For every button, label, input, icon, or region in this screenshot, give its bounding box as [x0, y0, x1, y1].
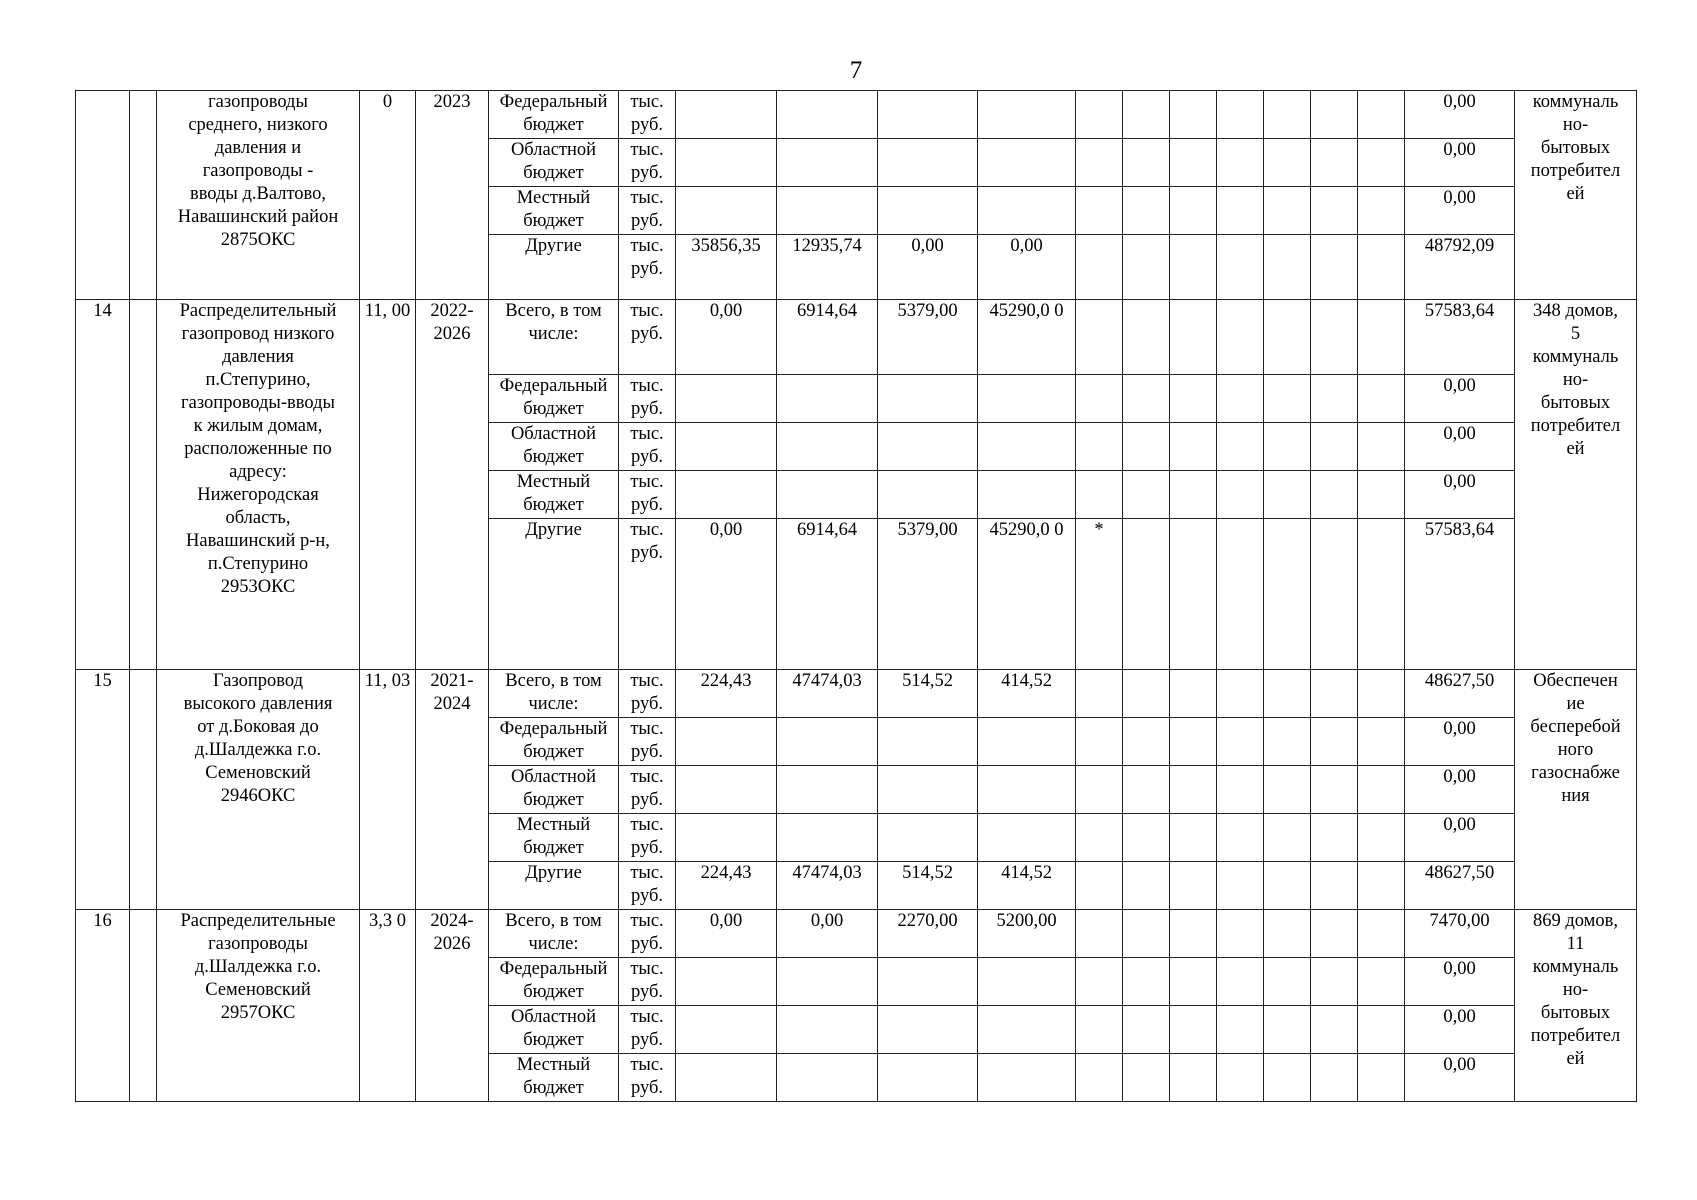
unit-cell: тыс. руб. — [619, 471, 676, 519]
mark-cell — [1076, 766, 1123, 814]
value-cell-2: 47474,03 — [777, 862, 878, 910]
funding-source-cell: Федеральный бюджет — [489, 91, 619, 139]
empty-year-cell — [1123, 910, 1170, 958]
empty-year-cell — [1264, 1054, 1311, 1102]
value-cell-4 — [978, 814, 1076, 862]
unit-cell: тыс. руб. — [619, 91, 676, 139]
funding-source-cell: Местный бюджет — [489, 471, 619, 519]
empty-year-cell — [1311, 1006, 1358, 1054]
object-name-cell: Распределительные газопроводы д.Шалдежка г.о. Семеновский 2957ОКС — [157, 910, 360, 1102]
empty-year-cell — [1311, 471, 1358, 519]
length-cell: 11, 00 — [360, 300, 416, 670]
value-cell-3 — [878, 958, 978, 1006]
empty-year-cell — [1311, 1054, 1358, 1102]
length-cell: 11, 03 — [360, 670, 416, 910]
value-cell-4: 414,52 — [978, 670, 1076, 718]
empty-year-cell — [1170, 910, 1217, 958]
value-cell-1 — [676, 375, 777, 423]
value-cell-3 — [878, 187, 978, 235]
total-cell: 0,00 — [1405, 1006, 1515, 1054]
result-note-cell: 348 домов, 5 коммуналь но- бытовых потребител ей — [1515, 300, 1637, 670]
total-cell: 0,00 — [1405, 423, 1515, 471]
total-cell: 48792,09 — [1405, 235, 1515, 300]
unit-cell: тыс. руб. — [619, 139, 676, 187]
total-cell: 0,00 — [1405, 91, 1515, 139]
result-note-cell: 869 домов, 11 коммуналь но- бытовых потребител ей — [1515, 910, 1637, 1102]
value-cell-1: 0,00 — [676, 300, 777, 375]
funding-source-cell: Федеральный бюджет — [489, 375, 619, 423]
value-cell-1: 35856,35 — [676, 235, 777, 300]
empty-year-cell — [1264, 862, 1311, 910]
funding-source-cell: Областной бюджет — [489, 1006, 619, 1054]
mark-cell — [1076, 718, 1123, 766]
value-cell-3: 514,52 — [878, 862, 978, 910]
empty-year-cell — [1170, 300, 1217, 375]
empty-year-cell — [1123, 375, 1170, 423]
empty-year-cell — [1170, 670, 1217, 718]
value-cell-1 — [676, 814, 777, 862]
empty-year-cell — [1264, 471, 1311, 519]
value-cell-2 — [777, 375, 878, 423]
empty-year-cell — [1123, 718, 1170, 766]
empty-year-cell — [1358, 670, 1405, 718]
total-cell: 0,00 — [1405, 1054, 1515, 1102]
value-cell-3: 514,52 — [878, 670, 978, 718]
empty-year-cell — [1264, 814, 1311, 862]
value-cell-2 — [777, 471, 878, 519]
empty-year-cell — [1311, 862, 1358, 910]
mark-cell — [1076, 862, 1123, 910]
empty-year-cell — [1264, 910, 1311, 958]
funding-source-cell: Федеральный бюджет — [489, 958, 619, 1006]
empty-year-cell — [1358, 718, 1405, 766]
empty-year-cell — [1264, 423, 1311, 471]
object-name-cell: Распределительный газопровод низкого давления п.Степурино, газопроводы-вводы к жилым домам, расположенные по адресу: Нижегородская область, Навашинский р-н, п.Степурино 2953ОКС — [157, 300, 360, 670]
empty-year-cell — [1170, 139, 1217, 187]
funding-source-cell: Местный бюджет — [489, 1054, 619, 1102]
table-row — [76, 670, 1637, 718]
value-cell-1 — [676, 1054, 777, 1102]
funding-source-cell: Местный бюджет — [489, 814, 619, 862]
empty-year-cell — [1358, 519, 1405, 670]
value-cell-1: 0,00 — [676, 519, 777, 670]
empty-year-cell — [1123, 139, 1170, 187]
value-cell-1 — [676, 718, 777, 766]
empty-year-cell — [1311, 300, 1358, 375]
total-cell: 7470,00 — [1405, 910, 1515, 958]
empty-year-cell — [1170, 1054, 1217, 1102]
empty-year-cell — [1264, 375, 1311, 423]
unit-cell: тыс. руб. — [619, 1054, 676, 1102]
empty-year-cell — [1170, 1006, 1217, 1054]
empty-year-cell — [1264, 958, 1311, 1006]
empty-year-cell — [1358, 958, 1405, 1006]
value-cell-2 — [777, 718, 878, 766]
empty-year-cell — [1123, 519, 1170, 670]
empty-year-cell — [1217, 814, 1264, 862]
empty-year-cell — [1311, 187, 1358, 235]
unit-cell: тыс. руб. — [619, 670, 676, 718]
empty-year-cell — [1217, 1006, 1264, 1054]
mark-cell — [1076, 471, 1123, 519]
unit-cell: тыс. руб. — [619, 814, 676, 862]
empty-year-cell — [1170, 958, 1217, 1006]
value-cell-4: 0,00 — [978, 235, 1076, 300]
value-cell-4: 5200,00 — [978, 910, 1076, 958]
value-cell-4 — [978, 766, 1076, 814]
row-number-cell — [76, 91, 130, 300]
row-number-cell: 14 — [76, 300, 130, 670]
empty-year-cell — [1123, 1054, 1170, 1102]
value-cell-1 — [676, 958, 777, 1006]
empty-year-cell — [1217, 375, 1264, 423]
value-cell-2: 47474,03 — [777, 670, 878, 718]
empty-year-cell — [1217, 910, 1264, 958]
value-cell-2 — [777, 91, 878, 139]
empty-year-cell — [1170, 423, 1217, 471]
empty-year-cell — [1123, 1006, 1170, 1054]
value-cell-4 — [978, 91, 1076, 139]
mark-cell — [1076, 958, 1123, 1006]
empty-year-cell — [1264, 300, 1311, 375]
empty-year-cell — [1217, 1054, 1264, 1102]
value-cell-3 — [878, 139, 978, 187]
empty-year-cell — [1311, 235, 1358, 300]
empty-year-cell — [1170, 187, 1217, 235]
result-note-cell: коммуналь но- бытовых потребител ей — [1515, 91, 1637, 300]
value-cell-3: 0,00 — [878, 235, 978, 300]
empty-year-cell — [1217, 519, 1264, 670]
funding-source-cell: Областной бюджет — [489, 766, 619, 814]
total-cell: 0,00 — [1405, 766, 1515, 814]
total-cell: 0,00 — [1405, 814, 1515, 862]
value-cell-4 — [978, 423, 1076, 471]
value-cell-3 — [878, 1006, 978, 1054]
empty-year-cell — [1170, 91, 1217, 139]
empty-year-cell — [1311, 375, 1358, 423]
value-cell-2 — [777, 187, 878, 235]
value-cell-4 — [978, 958, 1076, 1006]
value-cell-2: 0,00 — [777, 910, 878, 958]
unit-cell: тыс. руб. — [619, 375, 676, 423]
total-cell: 48627,50 — [1405, 862, 1515, 910]
value-cell-3 — [878, 718, 978, 766]
mark-cell — [1076, 423, 1123, 471]
value-cell-4: 414,52 — [978, 862, 1076, 910]
value-cell-4 — [978, 471, 1076, 519]
empty-year-cell — [1217, 766, 1264, 814]
empty-year-cell — [1264, 235, 1311, 300]
value-cell-2 — [777, 766, 878, 814]
unit-cell: тыс. руб. — [619, 862, 676, 910]
value-cell-2 — [777, 1006, 878, 1054]
mark-cell — [1076, 300, 1123, 375]
value-cell-4: 45290,0 0 — [978, 519, 1076, 670]
total-cell: 0,00 — [1405, 139, 1515, 187]
unit-cell: тыс. руб. — [619, 910, 676, 958]
empty-year-cell — [1217, 958, 1264, 1006]
value-cell-2: 12935,74 — [777, 235, 878, 300]
empty-year-cell — [1358, 235, 1405, 300]
value-cell-3 — [878, 766, 978, 814]
table-row — [76, 300, 1637, 375]
funding-source-cell: Областной бюджет — [489, 139, 619, 187]
value-cell-3: 2270,00 — [878, 910, 978, 958]
empty-year-cell — [1217, 139, 1264, 187]
mark-cell — [1076, 187, 1123, 235]
empty-year-cell — [1358, 300, 1405, 375]
empty-year-cell — [1358, 139, 1405, 187]
value-cell-4 — [978, 375, 1076, 423]
value-cell-3 — [878, 423, 978, 471]
empty-year-cell — [1264, 139, 1311, 187]
empty-year-cell — [1311, 766, 1358, 814]
empty-year-cell — [1264, 519, 1311, 670]
value-cell-1 — [676, 187, 777, 235]
funding-source-cell: Другие — [489, 519, 619, 670]
total-cell: 0,00 — [1405, 718, 1515, 766]
empty-year-cell — [1311, 519, 1358, 670]
value-cell-2: 6914,64 — [777, 300, 878, 375]
value-cell-4 — [978, 1006, 1076, 1054]
years-cell: 2021- 2024 — [416, 670, 489, 910]
empty-year-cell — [1358, 910, 1405, 958]
empty-year-cell — [1311, 814, 1358, 862]
value-cell-3 — [878, 814, 978, 862]
blank-cell — [130, 91, 157, 300]
empty-year-cell — [1217, 300, 1264, 375]
value-cell-1: 0,00 — [676, 910, 777, 958]
value-cell-4: 45290,0 0 — [978, 300, 1076, 375]
empty-year-cell — [1170, 375, 1217, 423]
empty-year-cell — [1217, 471, 1264, 519]
years-cell: 2022- 2026 — [416, 300, 489, 670]
empty-year-cell — [1264, 718, 1311, 766]
empty-year-cell — [1217, 235, 1264, 300]
value-cell-1 — [676, 423, 777, 471]
empty-year-cell — [1311, 670, 1358, 718]
unit-cell: тыс. руб. — [619, 423, 676, 471]
row-number-cell: 16 — [76, 910, 130, 1102]
funding-source-cell: Местный бюджет — [489, 187, 619, 235]
empty-year-cell — [1358, 187, 1405, 235]
empty-year-cell — [1264, 91, 1311, 139]
empty-year-cell — [1123, 471, 1170, 519]
value-cell-4 — [978, 718, 1076, 766]
empty-year-cell — [1311, 910, 1358, 958]
total-cell: 57583,64 — [1405, 300, 1515, 375]
empty-year-cell — [1358, 862, 1405, 910]
value-cell-1 — [676, 91, 777, 139]
funding-source-cell: Федеральный бюджет — [489, 718, 619, 766]
empty-year-cell — [1170, 519, 1217, 670]
unit-cell: тыс. руб. — [619, 718, 676, 766]
value-cell-3 — [878, 91, 978, 139]
empty-year-cell — [1264, 670, 1311, 718]
empty-year-cell — [1264, 766, 1311, 814]
mark-cell — [1076, 1006, 1123, 1054]
empty-year-cell — [1123, 91, 1170, 139]
empty-year-cell — [1311, 718, 1358, 766]
empty-year-cell — [1170, 766, 1217, 814]
page-number: 7 — [849, 57, 863, 84]
empty-year-cell — [1264, 1006, 1311, 1054]
object-name-cell: Газопровод высокого давления от д.Боковая до д.Шалдежка г.о. Семеновский 2946ОКС — [157, 670, 360, 910]
empty-year-cell — [1311, 91, 1358, 139]
value-cell-2 — [777, 958, 878, 1006]
blank-cell — [130, 910, 157, 1102]
empty-year-cell — [1123, 814, 1170, 862]
total-cell: 57583,64 — [1405, 519, 1515, 670]
value-cell-2 — [777, 1054, 878, 1102]
unit-cell: тыс. руб. — [619, 300, 676, 375]
unit-cell: тыс. руб. — [619, 235, 676, 300]
value-cell-3: 5379,00 — [878, 519, 978, 670]
mark-cell — [1076, 814, 1123, 862]
value-cell-2: 6914,64 — [777, 519, 878, 670]
years-cell: 2024- 2026 — [416, 910, 489, 1102]
empty-year-cell — [1123, 187, 1170, 235]
empty-year-cell — [1217, 670, 1264, 718]
empty-year-cell — [1358, 91, 1405, 139]
length-cell: 3,3 0 — [360, 910, 416, 1102]
value-cell-1: 224,43 — [676, 670, 777, 718]
empty-year-cell — [1264, 187, 1311, 235]
empty-year-cell — [1123, 423, 1170, 471]
unit-cell: тыс. руб. — [619, 766, 676, 814]
value-cell-1 — [676, 766, 777, 814]
funding-source-cell: Всего, в том числе: — [489, 670, 619, 718]
empty-year-cell — [1123, 300, 1170, 375]
value-cell-1 — [676, 471, 777, 519]
empty-year-cell — [1311, 423, 1358, 471]
empty-year-cell — [1170, 718, 1217, 766]
empty-year-cell — [1170, 862, 1217, 910]
funding-source-cell: Всего, в том числе: — [489, 910, 619, 958]
table-row — [76, 910, 1637, 958]
mark-cell — [1076, 91, 1123, 139]
empty-year-cell — [1123, 766, 1170, 814]
total-cell: 0,00 — [1405, 958, 1515, 1006]
value-cell-4 — [978, 1054, 1076, 1102]
empty-year-cell — [1358, 423, 1405, 471]
empty-year-cell — [1123, 235, 1170, 300]
value-cell-1: 224,43 — [676, 862, 777, 910]
empty-year-cell — [1311, 139, 1358, 187]
empty-year-cell — [1217, 862, 1264, 910]
unit-cell: тыс. руб. — [619, 958, 676, 1006]
empty-year-cell — [1358, 1054, 1405, 1102]
unit-cell: тыс. руб. — [619, 187, 676, 235]
empty-year-cell — [1358, 814, 1405, 862]
empty-year-cell — [1123, 670, 1170, 718]
empty-year-cell — [1217, 718, 1264, 766]
empty-year-cell — [1170, 814, 1217, 862]
mark-cell — [1076, 1054, 1123, 1102]
empty-year-cell — [1217, 423, 1264, 471]
empty-year-cell — [1217, 187, 1264, 235]
value-cell-4 — [978, 139, 1076, 187]
unit-cell: тыс. руб. — [619, 1006, 676, 1054]
unit-cell: тыс. руб. — [619, 519, 676, 670]
value-cell-2 — [777, 139, 878, 187]
blank-cell — [130, 670, 157, 910]
value-cell-3 — [878, 1054, 978, 1102]
mark-cell: * — [1076, 519, 1123, 670]
funding-source-cell: Областной бюджет — [489, 423, 619, 471]
mark-cell — [1076, 910, 1123, 958]
funding-source-cell: Другие — [489, 235, 619, 300]
value-cell-1 — [676, 1006, 777, 1054]
result-note-cell: Обеспечен ие бесперебой ного газоснабже ния — [1515, 670, 1637, 910]
empty-year-cell — [1217, 91, 1264, 139]
value-cell-2 — [777, 814, 878, 862]
table-row — [76, 91, 1637, 139]
total-cell: 0,00 — [1405, 471, 1515, 519]
object-name-cell: газопроводы среднего, низкого давления и газопроводы - вводы д.Валтово, Навашинский район 2875ОКС — [157, 91, 360, 300]
empty-year-cell — [1311, 958, 1358, 1006]
mark-cell — [1076, 375, 1123, 423]
empty-year-cell — [1358, 766, 1405, 814]
length-cell: 0 — [360, 91, 416, 300]
mark-cell — [1076, 139, 1123, 187]
empty-year-cell — [1358, 375, 1405, 423]
mark-cell — [1076, 670, 1123, 718]
years-cell: 2023 — [416, 91, 489, 300]
mark-cell — [1076, 235, 1123, 300]
empty-year-cell — [1123, 862, 1170, 910]
value-cell-3 — [878, 375, 978, 423]
empty-year-cell — [1170, 471, 1217, 519]
empty-year-cell — [1123, 958, 1170, 1006]
funding-source-cell: Другие — [489, 862, 619, 910]
value-cell-3: 5379,00 — [878, 300, 978, 375]
total-cell: 48627,50 — [1405, 670, 1515, 718]
empty-year-cell — [1170, 235, 1217, 300]
blank-cell — [130, 300, 157, 670]
value-cell-2 — [777, 423, 878, 471]
table-body — [76, 91, 1637, 1102]
value-cell-4 — [978, 187, 1076, 235]
empty-year-cell — [1358, 471, 1405, 519]
total-cell: 0,00 — [1405, 187, 1515, 235]
value-cell-1 — [676, 139, 777, 187]
funding-source-cell: Всего, в том числе: — [489, 300, 619, 375]
total-cell: 0,00 — [1405, 375, 1515, 423]
row-number-cell: 15 — [76, 670, 130, 910]
empty-year-cell — [1358, 1006, 1405, 1054]
investment-program-table — [75, 90, 1637, 1102]
value-cell-3 — [878, 471, 978, 519]
